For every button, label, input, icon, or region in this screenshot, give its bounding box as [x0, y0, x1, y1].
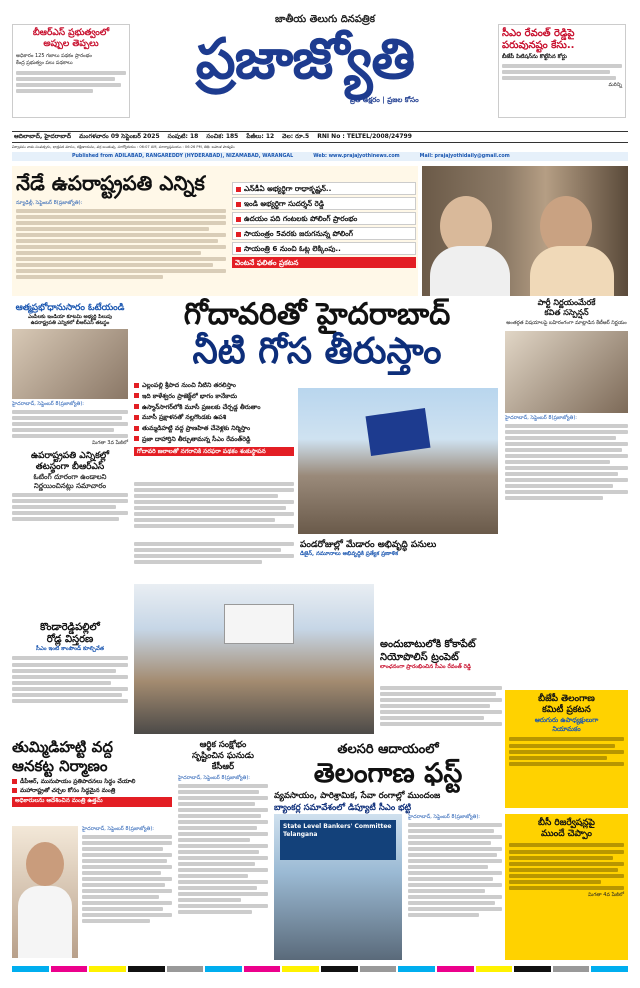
right-head2c: ఆరుగురు ఉపాధ్యక్షులుగా — [534, 716, 599, 724]
candidate-right-body — [530, 246, 614, 296]
tummidi-head2: ఆనకట్ట నిర్మాణం — [12, 757, 108, 775]
lead-inauguration-photo — [298, 388, 498, 534]
kokapet-head1b: నియోపొలిస్ ట్రంపెట్ — [380, 652, 459, 663]
lead-caption-sub: డిజైన్, నమూనాలు అభివృద్ధికి ప్రత్యేక ప్రణాళిక — [300, 551, 399, 558]
tf-sub2: బ్యాంకర్ల సమావేశంలో డిప్యూటీ సీఎం భట్టి — [274, 803, 412, 813]
vp-bullets — [232, 182, 416, 268]
left-more1[interactable]: మిగతా 3వ పేజీలో — [92, 439, 128, 446]
vp-bullet-4: సాయంత్రం 5వరకు జరుగనున్న పోలింగ్ — [232, 227, 416, 240]
kokapet-photo — [134, 584, 374, 734]
right-head2a: బీజేపీ తెలంగాణ — [538, 694, 595, 704]
tummidihatti-section — [12, 738, 172, 807]
lead-bullet-4: మూసీ ప్రక్షాళనతో నల్లగొండకు ఉపశి — [134, 414, 294, 422]
tf-kicker: తలసరి ఆదాయంలో — [337, 742, 439, 757]
left-head2c: ఓటింగ్ దూరంగా ఉండాలని — [33, 472, 107, 481]
left-head2d: నిర్ణయించినట్లు సమాచారం — [33, 481, 107, 490]
right-column — [505, 298, 628, 502]
tummidi-body — [82, 826, 172, 925]
right-promo-more[interactable]: మరిన్ని — [608, 81, 622, 88]
lead-caption: పండరోజుల్లో మేడారం అభివృద్ధి పనులు — [300, 540, 437, 550]
right-head3a: బీసీ రిజర్వేషన్లపై — [538, 818, 595, 828]
left-promo-box[interactable] — [12, 24, 130, 118]
left-head1: ఆత్మప్రభోధానుసారం ఓటేయండి — [15, 303, 125, 313]
lead-bullets — [134, 382, 294, 456]
right-promo-sub: బీజేపీ పిటిషన్‌ను కొట్టేసిన కోర్టు — [502, 54, 567, 60]
right-kavitha-photo — [505, 331, 628, 413]
kokapet-body — [380, 684, 502, 728]
left-head2b: తటస్థంగా బీఆర్ఎస్ — [35, 461, 105, 472]
candidate-left-body — [430, 246, 510, 296]
web-link[interactable]: Web: www.prajajyothinews.com — [313, 153, 400, 159]
left-head3b: రోడ్ల విస్తరణ — [46, 634, 94, 645]
right-head1b: కవిత సస్పెన్షన్ — [544, 308, 589, 317]
plaque-shape — [366, 408, 431, 456]
lead-body-2 — [134, 540, 294, 566]
left-promo-bullet2: కేంద్ర ప్రభుత్వం పలు పథకాలు — [16, 60, 73, 66]
left-sub1: ఎంపీలకు ఇండియా కూటమి అభ్యర్థి పిలుపు — [27, 314, 113, 320]
vp-bullet-1: ఎన్‌డీఏ అభ్యర్థిగా రాధాకృష్ణన్.. — [232, 182, 416, 195]
right-promo-box[interactable] — [498, 24, 626, 118]
slogan-left: ప్రతి అక్షరం — [350, 96, 380, 104]
slogan-right: ప్రజల కోసం — [387, 96, 419, 104]
tf-headline: తెలంగాణ ఫస్ట్ — [313, 758, 463, 789]
dateline-vol: సంపుటి: 18 — [167, 133, 199, 141]
left-dateline: హైదరాబాద్, సెప్టెంబర్ 8(ప్రజాజ్యోతి): — [12, 400, 84, 407]
masthead-tagline: జాతీయ తెలుగు దినపత్రిక — [275, 14, 375, 25]
masthead-title: ప్రజాజ్యోతి — [195, 26, 415, 92]
minister-face — [26, 842, 64, 886]
tf-body — [408, 814, 502, 919]
bjp-committee-box — [505, 690, 628, 808]
vp-headline: నేడే ఉపరాష్ట్రపతి ఎన్నిక — [16, 171, 205, 195]
lead-headline-1: గోదావరితో హైదరాబాద్ — [183, 297, 451, 332]
kcr-head1: ఆర్థిక సంక్షోభం — [199, 740, 247, 750]
published-from: Published from ADILABAD, RANGAREDDY (HYDERABAD), NIZAMABAD, WARANGAL — [72, 153, 294, 159]
left-kondareddy-box — [12, 622, 128, 730]
minister-photo — [12, 826, 78, 958]
vp-candidates-photo — [422, 166, 628, 296]
lead-bullet-7: గోదావరి జలాలతో నగరానికి సరఫరా పథకం శంకుస్థాపన — [134, 447, 294, 457]
tummidi-head1: తుమ్మిడిహట్టి వద్ద — [12, 738, 113, 756]
kcr-head2: సృష్టించిన ఘనుడు — [192, 751, 254, 761]
kokapet-sub: లాంఛనంగా ప్రారంభించిన సీఎం రేవంత్ రెడ్డి — [380, 664, 471, 670]
slbc-banner: State Level Bankers' Committee Telangana — [280, 820, 396, 860]
right-dateline: హైదరాబాద్, సెప్టెంబర్ 8(ప్రజాజ్యోతి): — [505, 415, 577, 421]
tf-sub1: వ్యవసాయం, పారిశ్రామిక, సేవా రంగాల్లో ముందంజ — [274, 791, 441, 801]
left-promo-bullet1: అధికారం 125 గజాలు పథకం ప్రారంభం — [16, 53, 92, 59]
kcr-dateline: హైదరాబాద్, సెప్టెంబర్ 8(ప్రజాజ్యోతి): — [178, 775, 250, 781]
lead-bullet-2: ఇది కాళేశ్వరం ప్రాజెక్ట్‌లో భాగం కానేకాదు — [134, 393, 294, 401]
dateline-bar — [12, 131, 628, 143]
right-head3b: ముందే చెప్పాం — [541, 829, 592, 839]
vp-body — [16, 200, 226, 281]
right-promo-headline2: పరువునష్టం కేసు.. — [502, 40, 575, 51]
vp-bullet-3: ఉదయం పది గంటలకు పోలింగ్ ప్రారంభం — [232, 212, 416, 225]
lead-headline-2: నీటి గోస తీరుస్తాం — [192, 331, 442, 372]
kcr-section — [178, 740, 268, 916]
vp-dateline: న్యూఢిల్లీ, సెప్టెంబర్ 8(ప్రజాజ్యోతి): — [16, 200, 83, 206]
dateline-place: ఆదిలాబాద్, హైదరాబాద్ — [14, 133, 72, 141]
left-promo-headline2: అప్పుల తెప్పలు — [43, 39, 99, 49]
left-promo-headline1: బీఆర్ఎస్ ప్రభుత్వంలో — [32, 28, 110, 38]
telangana-first-section — [274, 742, 502, 814]
dateline-rni: RNI No : TELTEL/2008/24799 — [317, 133, 412, 141]
mail-link[interactable]: Mail: prajajyothidaily@gmail.com — [419, 153, 510, 159]
kokapet-head1a: అందుబాటులోకి కోకాపేట్ — [380, 639, 476, 650]
tummidi-dateline: హైదరాబాద్, సెప్టెంబర్ 8(ప్రజాజ్యోతి): — [82, 826, 154, 832]
plaque-board — [224, 604, 294, 644]
right-more[interactable]: మిగతా 4వ పేజీలో — [588, 892, 624, 898]
dateline-price: వెల: రూ.5 — [282, 133, 310, 141]
masthead-slogan: ప్రతి అక్షరం | ప్రజల కోసం — [350, 96, 419, 104]
publication-strip — [12, 152, 628, 161]
bankers-meeting-photo — [274, 814, 402, 960]
lead-bullet-3: ఉస్మాన్‌సాగర్‌లోకి మూసీ ప్రజలకు చేర్చడ్డ తీరుతాం — [134, 404, 294, 412]
lead-bullet-6: ప్రజా దాహార్తిని తీర్చుతామన్న సీఎం రేవంత్‌రెడ్డి — [134, 436, 294, 444]
vp-bullet-6: వెంటనే ఫలితం ప్రకటన — [232, 257, 416, 268]
right-head2b: కమిటీ ప్రకటన — [542, 705, 591, 715]
left-column — [12, 302, 128, 554]
left-head3c: సీఎం ఇంటి కాంపౌండ్ కూల్చివేత — [35, 646, 105, 652]
tf-dateline: హైదరాబాద్, సెప్టెంబర్ 8(ప్రజాజ్యోతి): — [408, 814, 480, 820]
vp-bullet-2: ఇండి అభ్యర్థిగా సుదర్శన్ రెడ్డి — [232, 197, 416, 210]
lead-bullet-5: తుమ్మడిహట్టి వద్ద ప్రాణహిత చేవెళ్లకు నిర్మిస్తాం — [134, 425, 294, 433]
vp-bullet-5: సాయంత్రి 6 నుంచి ఓట్ల లెక్కింపు.. — [232, 242, 416, 255]
right-promo-headline1: సీఎం రేవంత్ రెడ్డిపై — [502, 28, 575, 39]
right-sub1: అంతర్గత విషయాలపై బహిరంగంగా మాట్లాడిన కేటీఆర్ నిర్ణయం — [506, 320, 627, 326]
print-color-strip — [12, 966, 628, 972]
kokapet-headline-box — [380, 638, 502, 678]
left-sub1b: ఉపరాష్ట్రపతి ఎన్నికలో బీఆర్ఎస్ తటస్థం — [30, 320, 110, 327]
tummidi-bullet-2: మహారాష్ట్రతో చర్చల కోసం సిద్ధమైన మంత్రి — [12, 788, 172, 795]
lead-bullet-1: ఎల్లంపల్లి శ్రీపాద నుంచి నీటిని తరలిస్తాం — [134, 382, 294, 390]
tummidi-bullet-3: అధికారులను ఆదేశించిన మంత్రి ఉత్తమ్ — [12, 797, 172, 806]
dateline-date: మంగళవారం 09 సెప్టెంబర్ 2025 — [79, 133, 160, 141]
right-head1a: పార్టీ నిర్ణయంమేరకే — [537, 298, 596, 307]
right-head2d: నియామకం — [552, 725, 581, 733]
left-photo1 — [12, 329, 128, 399]
dateline-issue: సంచిక: 185 — [206, 133, 239, 141]
tummidi-bullet-1: డీపీఆర్, మునుపాయం ప్రతిపాదనలు సిద్ధం చేయాలి — [12, 779, 172, 786]
bc-reservation-box — [505, 814, 628, 960]
kcr-head3: కేసీఆర్ — [211, 762, 235, 772]
lead-caption-box — [300, 540, 496, 558]
dateline-pages: పేజీలు: 12 — [246, 133, 275, 141]
left-head2a: ఉపరాష్ట్రపతి ఎన్నికల్లో — [30, 450, 110, 461]
calendar-line: విశ్వావసు నామ సంవత్సరం, భాద్రపద మాసం, దక్షిణాయనం, వర్ష ఋతువు, సూర్యోదయం : 06:07 AM, సూర్యాస్తమయం : 06:26 PM, తిథి: బహుళ పాడ్యమి — [12, 145, 235, 149]
lead-body — [134, 480, 294, 530]
left-head3a: కొండారెడ్డిపల్లిలో — [40, 622, 100, 633]
minister-body — [18, 886, 72, 958]
